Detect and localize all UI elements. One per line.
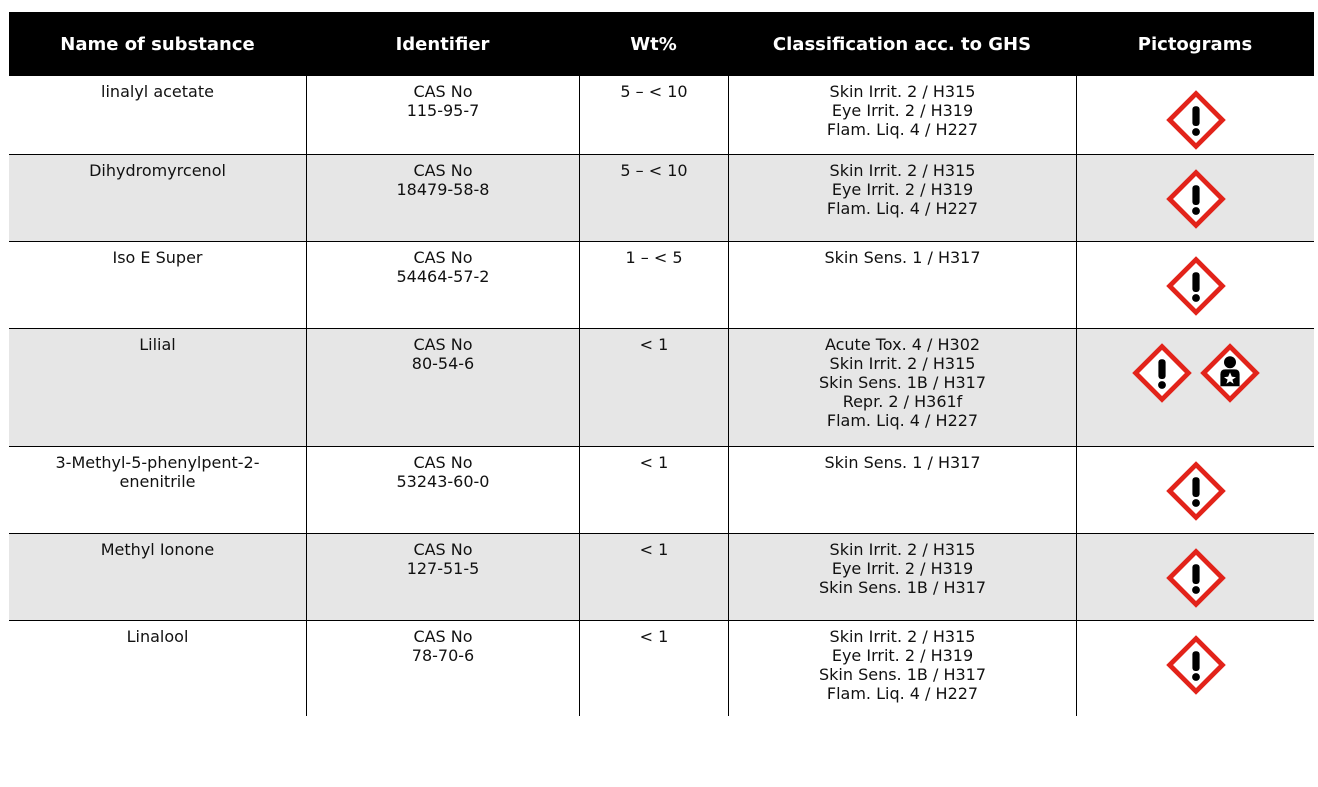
classification-cell: Skin Irrit. 2 / H315 Eye Irrit. 2 / H319 Skin Sens. 1B / H317 bbox=[728, 534, 1076, 620]
header-classification: Classification acc. to GHS bbox=[772, 33, 1032, 55]
identifier-cell: CAS No 127-51-5 bbox=[306, 534, 579, 620]
classification-cell: Acute Tox. 4 / H302 Skin Irrit. 2 / H315 Skin Sens. 1B / H317 Repr. 2 / H361f Flam. Liq. 4 / H227 bbox=[728, 329, 1076, 446]
table-row bbox=[9, 155, 1314, 242]
table-header bbox=[9, 12, 1314, 76]
table-row bbox=[9, 76, 1314, 155]
classification-cell: Skin Sens. 1 / H317 bbox=[728, 447, 1076, 533]
pictograms-cell bbox=[1076, 534, 1314, 620]
substance-name: Lilial bbox=[139, 335, 176, 354]
exclamation-pictogram-icon bbox=[1166, 256, 1226, 316]
wt-percent-cell: < 1 bbox=[579, 329, 728, 446]
pictograms-cell bbox=[1076, 155, 1314, 241]
wt-percent-cell: < 1 bbox=[579, 534, 728, 620]
wt-percent-cell: < 1 bbox=[579, 447, 728, 533]
pictograms-cell bbox=[1076, 242, 1314, 328]
pictograms-cell bbox=[1076, 621, 1314, 716]
pictograms-cell bbox=[1076, 447, 1314, 533]
substance-name: Methyl Ionone bbox=[100, 540, 215, 559]
substance-name: Dihydromyrcenol bbox=[89, 161, 226, 180]
exclamation-pictogram-icon bbox=[1166, 461, 1226, 521]
substance-name: Linalool bbox=[126, 627, 189, 646]
exclamation-pictogram-icon bbox=[1166, 90, 1226, 150]
exclamation-pictogram-icon bbox=[1132, 343, 1192, 403]
substance-name: Iso E Super bbox=[112, 248, 203, 267]
table-row bbox=[9, 621, 1314, 716]
identifier-cell: CAS No 80-54-6 bbox=[306, 329, 579, 446]
health-hazard-pictogram-icon bbox=[1200, 343, 1260, 403]
wt-percent-cell: 1 – < 5 bbox=[579, 242, 728, 328]
table-row bbox=[9, 329, 1314, 447]
identifier-cell: CAS No 54464-57-2 bbox=[306, 242, 579, 328]
pictograms-cell bbox=[1076, 76, 1314, 154]
exclamation-pictogram-icon bbox=[1166, 169, 1226, 229]
wt-percent-cell: 5 – < 10 bbox=[579, 155, 728, 241]
header-identifier: Identifier bbox=[395, 33, 490, 55]
identifier-cell: CAS No 53243-60-0 bbox=[306, 447, 579, 533]
header-wt: Wt% bbox=[630, 33, 677, 55]
classification-cell: Skin Irrit. 2 / H315 Eye Irrit. 2 / H319 Flam. Liq. 4 / H227 bbox=[728, 155, 1076, 241]
exclamation-pictogram-icon bbox=[1166, 635, 1226, 695]
wt-percent-cell: 5 – < 10 bbox=[579, 76, 728, 154]
wt-percent-cell: < 1 bbox=[579, 621, 728, 716]
identifier-cell: CAS No 78-70-6 bbox=[306, 621, 579, 716]
identifier-cell: CAS No 115-95-7 bbox=[306, 76, 579, 154]
header-pictograms: Pictograms bbox=[1137, 33, 1253, 55]
classification-cell: Skin Sens. 1 / H317 bbox=[728, 242, 1076, 328]
pictograms-cell bbox=[1076, 329, 1314, 446]
header-name: Name of substance bbox=[60, 33, 255, 55]
classification-cell: Skin Irrit. 2 / H315 Eye Irrit. 2 / H319 Flam. Liq. 4 / H227 bbox=[728, 76, 1076, 154]
substance-name: 3-Methyl-5-phenylpent-2- enenitrile bbox=[55, 453, 260, 491]
classification-cell: Skin Irrit. 2 / H315 Eye Irrit. 2 / H319 Skin Sens. 1B / H317 Flam. Liq. 4 / H227 bbox=[728, 621, 1076, 716]
substances-table bbox=[9, 12, 1314, 716]
exclamation-pictogram-icon bbox=[1166, 548, 1226, 608]
identifier-cell: CAS No 18479-58-8 bbox=[306, 155, 579, 241]
table-row bbox=[9, 447, 1314, 534]
table-row bbox=[9, 242, 1314, 329]
table-row bbox=[9, 534, 1314, 621]
substance-name: linalyl acetate bbox=[101, 82, 214, 101]
